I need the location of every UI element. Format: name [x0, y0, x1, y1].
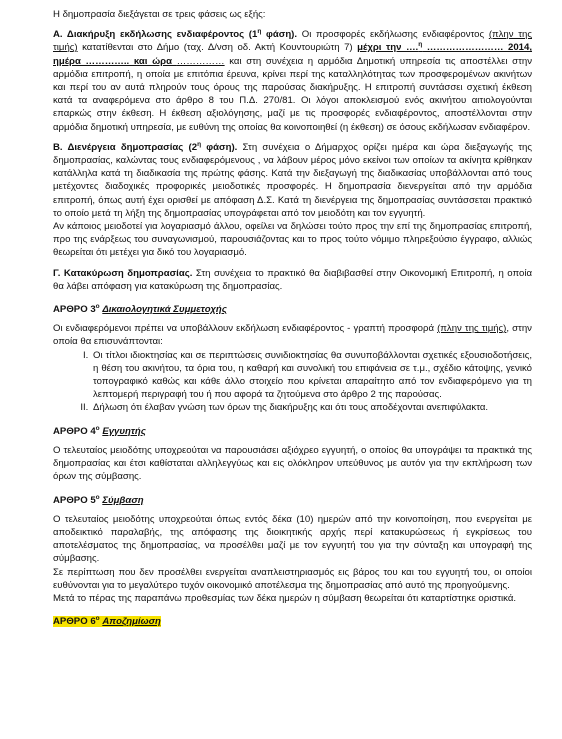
article-5-paragraph-2: Σε περίπτωση που δεν προσέλθει ενεργείται αναπλειστηριασμός εις βάρος του και του εγγυητή του, οι οποίοι ευθύνονται για το μεγαλύτερο τυχόν οικονομικό αποτέλεσμα της δημοπρασίας από αυτό της προηγούμενης. — [53, 566, 532, 591]
article-5-paragraph-1: Ο τελευταίος μειοδότης υποχρεούται όπως εντός δέκα (10) ημερών από την κοινοποίηση, που ενεργείται με αποδεικτικό παραλαβής, της απόφασης της διοικητικής αρχής περί κατακυρώσεως ή εγκρίσεως του αποτελέσματος της δημοπρασίας, να προσέλθει μαζί με τον εγγυητή του για την σύνταξη και υπογραφή της σύμβασης. — [53, 513, 532, 565]
article-5-paragraph-3: Μετά το πέρας της παραπάνω προθεσμίας των δέκα ημερών η σύμβαση θεωρείται ότι καταρτίστηκε οριστικά. — [53, 592, 517, 604]
phase-c-paragraph: Γ. Κατακύρωση δημοπρασίας. Στη συνέχεια το πρακτικό θα διαβιβασθεί στην Οικονομική Επιτροπή, η οποία θα λάβει απόφαση για κατακύρωση της δημοπρασίας. — [53, 267, 532, 292]
intro-text: Η δημοπρασία διεξάγεται σε τρεις φάσεις ως εξής: — [53, 9, 266, 20]
list-item: II. Δήλωση ότι έλαβαν γνώση των όρων της διακήρυξης και ότι τους αποδέχονται ανεπιφύλακτα. — [91, 401, 532, 414]
phase-a-title: Α. Διακήρυξη εκδήλωσης ενδιαφέροντος ($1^\eta$ φάση). — [53, 28, 298, 41]
deadline-date: μέχρι την ….$^\eta$ …………………… 2014, ημέρα ………….. και ώρα — [53, 41, 533, 67]
phase-c-title: Γ. Κατακύρωση δημοπρασίας. — [53, 267, 193, 279]
article-3-list — [53, 349, 532, 415]
article-4-paragraph: Ο τελευταίος μειοδότης υποχρεούται να παρουσιάσει αξιόχρεο εγγυητή, ο οποίος θα υπογράψει τα πρακτικά της δημοπρασίας και έτσι καθίσταται αλληλεγγύως και εις ολόκληρον υπεύθυνος με αυτόν για την εκπλήρωση των όρων της σύμβασης. — [53, 444, 532, 483]
intro-paragraph — [53, 8, 532, 21]
phase-b-paragraph-2: Αν κάποιος μειοδοτεί για λογαριασμό άλλου, οφείλει να δηλώσει τούτο προς την επί της δημοπρασίας επιτροπή, προ της ενάρξεως του συναγωνισμού, παρουσιάζοντας και το προς τούτο νόμιμο πληρεξούσιο έγγραφο, αλλιώς θεωρείται ότι μετέχει για δικό του λογαριασμό. — [53, 221, 532, 259]
article-3-heading: ΑΡΘΡΟ $3^o$ Δικαιολογητικά Συμμετοχής — [53, 302, 227, 316]
phase-b-paragraph: Β. Διενέργεια δημοπρασίας ($2^\eta$ φάση). Στη συνέχεια ο Δήμαρχος ορίζει ημέρα και ώρα διεξαγωγής της δημοπρασίας, καλώντας τους ενδιαφερόμενους , να λάβουν μέρος μόνο εκείνοι των οποίων τα ακίνητα κρίθηκαν κατάλληλα κατά τη διαδικασία της πρώτης φάσης. Κατά την διεξαγωγή της διαδικασίας υποβάλλονται από τους μετέχοντες διαδοχικές προφορικές μειοδοτικές προσφορές. Η δημοπρασία διενεργείται από την αρμόδια επιτροπή, όπως αυτή έχει ορισθεί με απόφαση Δ.Σ. Κατά τη διενέργεια της δημοπρασίας συντάσσεται πρακτικό το οποίο μετά τη λήξη της δημοπρασίας υπογράφεται από τον μειοδότη και τον εγγυητή. — [53, 140, 532, 219]
article-3-paragraph: Οι ενδιαφερόμενοι πρέπει να υποβάλλουν εκδήλωση ενδιαφέροντος - γραπτή προσφορά (πλην της τιμής), στην οποία θα επισυνάπτονται: — [53, 323, 532, 348]
article-6-highlight: ΑΡΘΡΟ $6^o$ Αποζημίωση — [53, 614, 161, 628]
article-5-heading: ΑΡΘΡΟ $5^o$ Σύμβαση — [53, 493, 144, 506]
phase-a-paragraph: Α. Διακήρυξη εκδήλωσης ενδιαφέροντος ($1^\eta$ φάση). Οι προσφορές εκδήλωσης ενδιαφέροντος (πλην της τιμής) κατατίθενται στο Δήμο (ταχ. Δ/νση οδ. Ακτή Κουντουριώτη 7) μέχρι την ….$^\eta$ …………………… 2014, ημέρα ………….. και ώρα …………… και στη συνέχεια η αρμόδια Δημοτική υπηρεσία τις αποστέλλει στην αρμόδια επιτροπή, η οποία με επιτόπια έρευνα, κρίνει περί της καταλληλότητας των προσφερομένων ακινήτων και περί του αν αυτά πληρούν τους όρους της παρούσας διακήρυξης. Η επιτροπή συντάσσει σχετική έκθεση κατά τα αναφερόμενα στο άρθρο 8 του Π.Δ. 270/81. Οι λόγοι αποκλεισμού ενός ακινήτου αιτιολογούνται επαρκώς στην έκθεση. Η έκθεση αξιολόγησης, μαζί με τις προσφορές ενδιαφέροντος, αποστέλλονται στην αρμόδια δημοτική υπηρεσία, με ευθύνη της οποίας θα κοινοποιηθεί (η έκθεση) σε όσους εκδήλωσαν ενδιαφέρον. — [53, 28, 533, 133]
list-item: I. Οι τίτλοι ιδιοκτησίας και σε περιπτώσεις συνιδιοκτησίας θα συνυποβάλλονται σχετικές εξουσιοδοτήσεις, η θέση του ακινήτου, τα όρια του, η καθαρή και συνολική του επιφάνεια σε τ.μ., σχέδιο κάτοψης, γενικό τοπογραφικό καθώς και κάθε άλλο στοιχείο που κρίνεται απαραίτητο από τον ενδιαφερόμενο για τη λεπτομερή περιγραφή του ή που αφορά τα ζητούμενα στο άρθρο 2 της παρούσας. — [91, 349, 532, 402]
phase-b-title: Β. Διενέργεια δημοπρασίας ($2^\eta$ φάση). — [53, 140, 238, 153]
article-6-heading — [53, 615, 532, 628]
article-4-heading: ΑΡΘΡΟ $4^o$ Εγγυητής — [53, 424, 146, 437]
